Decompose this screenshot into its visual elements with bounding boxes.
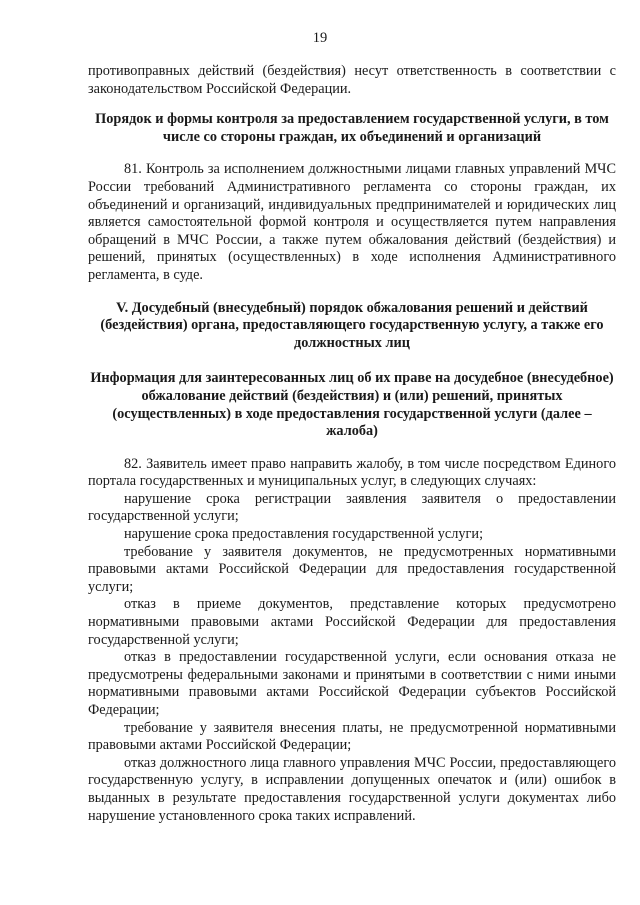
case-item: нарушение срока регистрации заявления заявителя о предоставлении государственной услуги; bbox=[88, 490, 616, 525]
document-body bbox=[88, 63, 616, 825]
case-item: отказ в приеме документов, представление которых предусмотрено нормативными правовыми актами Российской Федерации для предоставления государственной услуги; bbox=[88, 596, 616, 648]
intro-paragraph: противоправных действий (бездействия) несут ответственность в соответствии с законодательством Российской Федерации. bbox=[88, 63, 616, 97]
case-item: нарушение срока предоставления государственной услуги; bbox=[124, 526, 484, 543]
case-item: отказ должностного лица главного управления МЧС России, предоставляющего государственную услугу, в исправлении допущенных опечаток и (или) ошибок в выданных в результате предоставления государственной услуги документах либо нарушение установленного срока таких исправлений. bbox=[88, 754, 616, 824]
paragraph-81: 81. Контроль за исполнением должностными лицами главных управлений МЧС России требований Административного регламента со стороны граждан, их объединений и организаций, индивидуальных предпринимателей и юридических лиц является самостоятельной формой контроля и осуществляется путем направления обращений в МЧС России, а также путем обжалования действий (бездействия) и решений, принятых (осуществленных) в ходе исполнения Административного регламента, в суде. bbox=[88, 161, 616, 283]
section-v-heading: V. Досудебный (внесудебный) порядок обжалования решений и действий (бездействия) органа, предоставляющего государственную услугу, а также его должностных лиц bbox=[100, 299, 604, 351]
page-number: 19 bbox=[312, 30, 328, 46]
case-item: требование у заявителя внесения платы, не предусмотренной нормативными правовыми актами Российской Федерации; bbox=[88, 719, 616, 754]
case-item: требование у заявителя документов, не предусмотренных нормативными правовыми актами Российской Федерации для предоставления государственной услуги; bbox=[88, 543, 616, 595]
paragraph-82: 82. Заявитель имеет право направить жалобу, в том числе посредством Единого портала государственных и муниципальных услуг, в следующих случаях: bbox=[88, 455, 616, 490]
subheading-info: Информация для заинтересованных лиц об их праве на досудебное (внесудебное) обжалование действий (бездействия) и (или) решений, принятых (осуществленных) в ходе предоставления государственной услуги (далее – жалоба) bbox=[90, 370, 614, 440]
case-item: отказ в предоставлении государственной услуги, если основания отказа не предусмотрены федеральными законами и принятыми в соответствии с ними иными нормативными правовыми актами Российской Федерации субъектов Российской Федерации; bbox=[88, 649, 616, 718]
heading-control: Порядок и формы контроля за предоставлением государственной услуги, в том числе со стороны граждан, их объединений и организаций bbox=[95, 111, 609, 145]
